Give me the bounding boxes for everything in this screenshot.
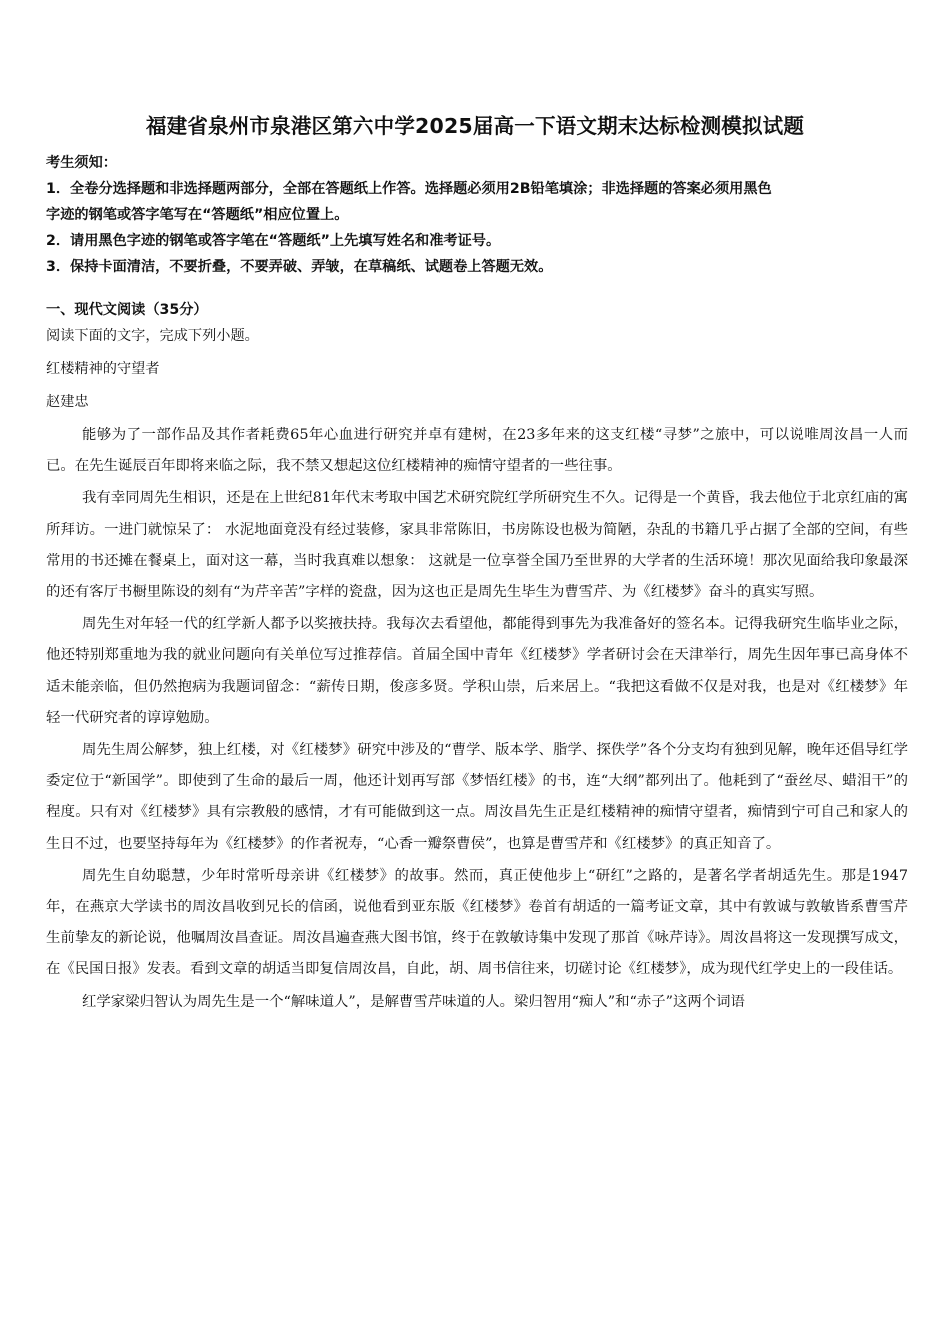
notice-heading: 考生须知： bbox=[46, 155, 117, 171]
article-paragraph: 周先生自幼聪慧，少年时常听母亲讲《红楼梦》的故事。然而，真正使他步上“研红”之路的，是著名学者胡适先生。那是1947年，在燕京大学读书的周汝昌收到兄长的信函，说他看到亚东版《红楼梦》卷首有胡适的一篇考证文章，其中有敦诚与敦敏皆系曹雪芹生前挚友的新论说，他嘱周汝昌查证。周汝昌遍查燕大图书馆，终于在敦敏诗集中发现了那首《咏芹诗》。周汝昌将这一发现撰写成文，在《民国日报》发表。看到文章的胡适当即复信周汝昌，自此，胡、周书信往来，切磋讨论《红楼梦》，成为现代红学史上的一段佳话。 bbox=[46, 867, 908, 978]
article-title: 红楼精神的守望者 bbox=[46, 361, 160, 377]
section-heading: 一、现代文阅读（35分） bbox=[46, 302, 208, 318]
notice-item: 字迹的钢笔或答字笔写在“答题纸”相应位置上。 bbox=[46, 207, 349, 223]
article-paragraph: 我有幸同周先生相识，还是在上世纪81年代末考取中国艺术研究院红学所研究生不久。记得是一个黄昏，我去他位于北京红庙的寓所拜访。一进门就惊呆了： 水泥地面竟没有经过装修，家具非常陈旧，书房陈设也极为简陋，杂乱的书籍几乎占据了全部的空间，有些常用的书还摊在餐桌上，面对这一幕，当时我真难以想象： 这就是一位享誉全国乃至世界的大学者的生活环境！那次见面给我印象最深的还有客厅书橱里陈设的刻有“为芹辛苦”字样的瓷盘，因为这也正是周先生毕生为曹雪芹、为《红楼梦》奋斗的真实写照。 bbox=[46, 490, 908, 601]
article-body bbox=[46, 420, 908, 1019]
notice-item: 3．保持卡面清洁，不要折叠，不要弄破、弄皱，在草稿纸、试题卷上答题无效。 bbox=[46, 259, 553, 275]
article-paragraph: 周先生周公解梦，独上红楼，对《红楼梦》研究中涉及的“曹学、版本学、脂学、探佚学”各个分支均有独到见解，晚年还倡导红学委定位于“新国学”。即使到了生命的最后一周，他还计划再写部《梦悟红楼》的书，连“大纲”都列出了。他耗到了“蚕丝尽、蜡泪干”的程度。只有对《红楼梦》具有宗教般的感情，才有可能做到这一点。周汝昌先生正是红楼精神的痴情守望者，痴情到宁可自己和家人的生日不过，也要坚持每年为《红楼梦》的作者祝寿，“心香一瓣祭曹侯”，也算是曹雪芹和《红楼梦》的真正知音了。 bbox=[46, 742, 908, 852]
notice-item: 2．请用黑色字迹的钢笔或答字笔在“答题纸”上先填写姓名和准考证号。 bbox=[46, 233, 501, 249]
candidate-notice bbox=[46, 150, 908, 280]
article-paragraph: 周先生对年轻一代的红学新人都予以奖掖扶持。我每次去看望他，都能得到事先为我准备好的签名本。记得我研究生临毕业之际，他还特别郑重地为我的就业问题向有关单位写过推荐信。首届全国中青年《红楼梦》学者研讨会在天津举行，周先生因年事已高身体不适未能亲临，但仍然抱病为我题词留念：“薪传日期，俊彦多贤。学积山崇，后来居上。“我把这看做不仅是对我，也是对《红楼梦》年轻一代研究者的谆谆勉励。 bbox=[46, 616, 908, 726]
article-author: 赵建忠 bbox=[46, 394, 89, 410]
reading-instruction: 阅读下面的文字，完成下列小题。 bbox=[46, 328, 259, 344]
exam-title: 福建省泉州市泉港区第六中学2025届高一下语文期末达标检测模拟试题 bbox=[145, 114, 805, 138]
article-paragraph: 红学家梁归智认为周先生是一个“解味道人”，是解曹雪芹味道的人。梁归智用“痴人”和“赤子”这两个词语 bbox=[82, 993, 745, 1010]
notice-item: 1．全卷分选择题和非选择题两部分，全部在答题纸上作答。选择题必须用2B铅笔填涂；非选择题的答案必须用黑色 bbox=[46, 181, 772, 197]
article-paragraph: 能够为了一部作品及其作者耗费65年心血进行研究并卓有建树，在23多年来的这支红楼“寻梦”之旅中，可以说唯周汝昌一人而已。在先生诞辰百年即将来临之际，我不禁又想起这位红楼精神的痴情守望者的一些往事。 bbox=[46, 427, 908, 475]
